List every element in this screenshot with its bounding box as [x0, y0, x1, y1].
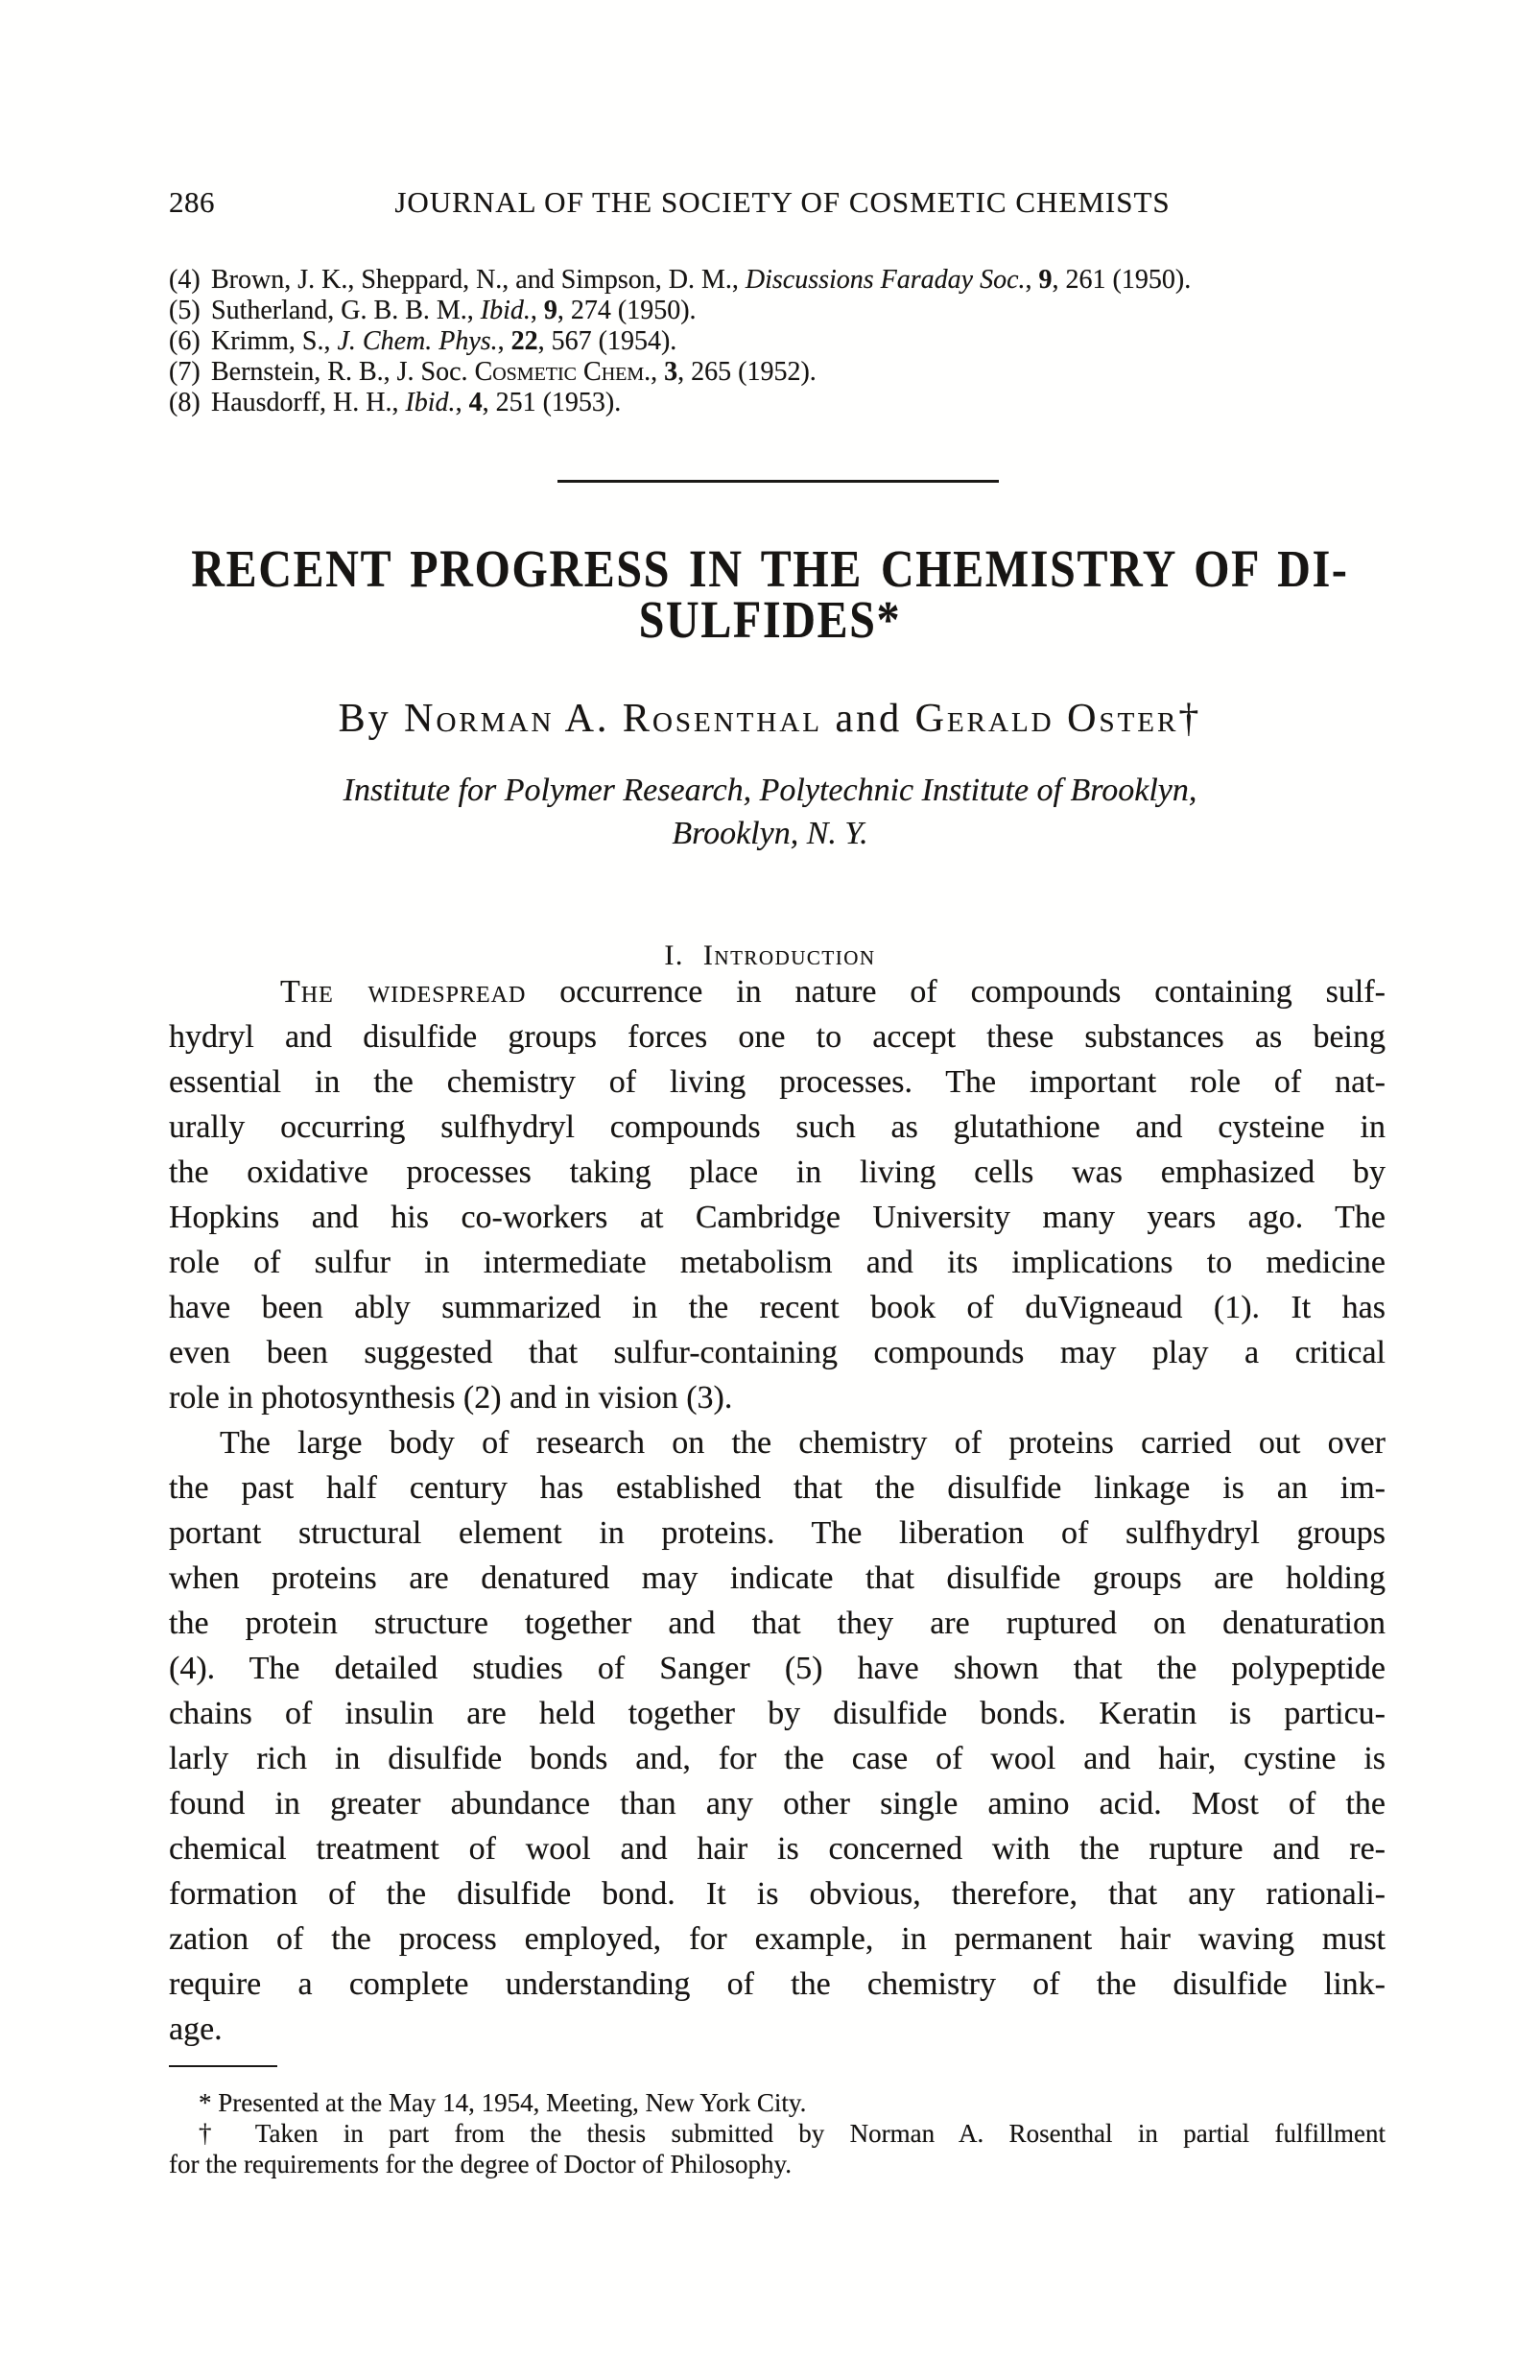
reference-number: (6) [169, 326, 201, 356]
text-segment: , 261 (1950). [1052, 265, 1192, 295]
text-segment: , [651, 357, 665, 387]
text-segment: the past half century has established that the disulfide linkage is an im- [169, 1470, 1386, 1506]
text-segment: , 265 (1952). [677, 357, 817, 387]
reference-text [211, 357, 817, 387]
text-segment: when proteins are denatured may indicate that disulfide groups are holding [169, 1560, 1386, 1596]
running-header [0, 185, 1540, 220]
reference-number: (4) [169, 265, 201, 295]
text-segment: role in photosynthesis (2) and in vision (3). [169, 1380, 733, 1416]
body-line [169, 1826, 1386, 1871]
text-segment: , 567 (1954). [537, 326, 677, 356]
text-segment: J. Chem. Phys. [337, 326, 498, 356]
text-segment: zation of the process employed, for example, in permanent hair waving must [169, 1921, 1386, 1957]
text-segment: larly rich in disulfide bonds and, for the case of wool and hair, cystine is [169, 1741, 1386, 1776]
body-line [169, 1105, 1386, 1150]
text-segment: the protein structure together and that they are ruptured on denaturation [169, 1606, 1386, 1641]
body-line [169, 1736, 1386, 1781]
body-line [169, 1150, 1386, 1195]
affiliation [0, 769, 1540, 855]
text-segment: Cosmetic Chem. [474, 357, 652, 387]
body-line [169, 1330, 1386, 1375]
text-segment: Discussions Faraday Soc. [745, 265, 1026, 295]
text-segment: 4 [468, 388, 483, 417]
text-segment: Sutherland, G. B. B. M., [211, 296, 481, 325]
body-line [169, 1691, 1386, 1736]
body-line [169, 1601, 1386, 1646]
text-segment: chemical treatment of wool and hair is concerned with the rupture and re- [169, 1831, 1386, 1867]
byline [0, 696, 1540, 742]
text-segment: Hopkins and his co-workers at Cambridge University many years ago. The [169, 1200, 1386, 1235]
text-segment: even been suggested that sulfur-containing compounds may play a critical [169, 1335, 1386, 1370]
body-line [169, 1420, 1386, 1465]
body-line [169, 1195, 1386, 1240]
running-title: JOURNAL OF THE SOCIETY OF COSMETIC CHEMISTS [394, 185, 1171, 219]
reference-text [211, 296, 697, 325]
text-segment: Krimm, S., [211, 326, 338, 356]
text-segment: I. [664, 940, 684, 971]
text-segment: , [1025, 265, 1039, 295]
paragraph [169, 969, 1386, 1420]
text-segment: role of sulfur in intermediate metabolism and its implications to medicine [169, 1245, 1386, 1280]
reference-number: (5) [169, 296, 201, 325]
section-heading-introduction [0, 940, 1540, 972]
body-line [169, 1285, 1386, 1330]
text-segment: Brown, J. K., Sheppard, N., and Simpson, D. M., [211, 265, 746, 295]
text-segment: have been ably summarized in the recent book of duVigneaud (1). It has [169, 1290, 1386, 1325]
text-segment: the oxidative processes taking place in living cells was emphasized by [169, 1154, 1386, 1190]
footnotes [169, 2087, 1386, 2179]
paragraph [169, 1420, 1386, 2052]
text-segment: portant structural element in proteins. The liberation of sulfhydryl groups [169, 1515, 1386, 1551]
separator-rule [557, 480, 999, 483]
footnote-line: † Taken in part from the thesis submitted by Norman A. Rosenthal in partial fulfillment [199, 2119, 1386, 2148]
text-segment: Norman A. Rosenthal [404, 697, 822, 741]
body-line [169, 1871, 1386, 1916]
text-segment: Ibid. [405, 388, 456, 417]
footnote-line: * Presented at the May 14, 1954, Meeting, New York City. [199, 2088, 807, 2117]
body-line [169, 1375, 1386, 1420]
footnote-line: for the requirements for the degree of Doctor of Philosophy. [169, 2150, 793, 2178]
text-segment: The large body of research on the chemistry of proteins carried out over [220, 1425, 1386, 1461]
footnote-rule [169, 2065, 277, 2067]
article-title-line-2: SULFIDES* [638, 590, 902, 649]
text-segment: The widespread [280, 974, 527, 1010]
text-segment: , [455, 388, 469, 417]
text-segment: , 274 (1950). [557, 296, 697, 325]
reference-text [211, 265, 1191, 295]
references-list [169, 265, 1409, 418]
text-segment: occurrence in nature of compounds containing sulf- [526, 974, 1386, 1010]
text-segment: (4). The detailed studies of Sanger (5) have shown that the polypeptide [169, 1651, 1386, 1686]
text-segment: By [338, 697, 405, 741]
body-line [169, 1059, 1386, 1105]
text-segment: Hausdorff, H. H., [211, 388, 406, 417]
text-segment: hydryl and disulfide groups forces one to accept these substances as being [169, 1019, 1386, 1055]
reference-text [211, 326, 676, 356]
affiliation-line-2: Brooklyn, N. Y. [672, 816, 868, 851]
text-segment: † [1178, 697, 1202, 741]
text-segment: chains of insulin are held together by disulfide bonds. Keratin is particu- [169, 1696, 1386, 1731]
text-segment: Ibid. [480, 296, 531, 325]
article-body [169, 969, 1386, 2052]
text-segment: Introduction [702, 940, 876, 971]
text-segment: Gerald Oster [914, 697, 1179, 741]
text-segment: age. [169, 2011, 223, 2047]
page-number: 286 [169, 185, 215, 219]
text-segment: , [497, 326, 511, 356]
reference-number: (8) [169, 388, 201, 417]
reference-item [169, 388, 1409, 418]
text-segment: 9 [543, 296, 557, 325]
reference-text [211, 388, 621, 417]
text-segment: 9 [1038, 265, 1053, 295]
body-line [169, 969, 1386, 1014]
text-segment: , [530, 296, 544, 325]
body-line [169, 1916, 1386, 1962]
text-segment: formation of the disulfide bond. It is obvious, therefore, that any rationali- [169, 1876, 1386, 1912]
body-line [169, 1556, 1386, 1601]
text-segment: essential in the chemistry of living processes. The important role of nat- [169, 1064, 1386, 1100]
body-line [169, 1465, 1386, 1511]
body-line [169, 1781, 1386, 1826]
text-segment: 3 [664, 357, 678, 387]
text-segment: 22 [510, 326, 538, 356]
text-segment: Bernstein, R. B., J. Soc. [211, 357, 475, 387]
article-title [0, 539, 1540, 649]
body-line [169, 1014, 1386, 1059]
body-line [169, 1962, 1386, 2007]
reference-item [169, 357, 1409, 388]
reference-item [169, 326, 1409, 357]
body-line [169, 1240, 1386, 1285]
text-segment: and [821, 697, 915, 741]
text-segment: found in greater abundance than any other single amino acid. Most of the [169, 1786, 1386, 1821]
body-line [169, 2007, 1386, 2052]
text-segment: urally occurring sulfhydryl compounds such as glutathione and cysteine in [169, 1109, 1386, 1145]
affiliation-line-1: Institute for Polymer Research, Polytechnic Institute of Brooklyn, [343, 773, 1197, 808]
article-title-line-1: RECENT PROGRESS IN THE CHEMISTRY OF DI- [191, 539, 1349, 598]
body-line [169, 1511, 1386, 1556]
reference-item [169, 265, 1409, 296]
text-segment: , 251 (1953). [482, 388, 622, 417]
text-segment: require a complete understanding of the chemistry of the disulfide link- [169, 1966, 1386, 2002]
reference-item [169, 296, 1409, 326]
body-line [169, 1646, 1386, 1691]
reference-number: (7) [169, 357, 201, 387]
